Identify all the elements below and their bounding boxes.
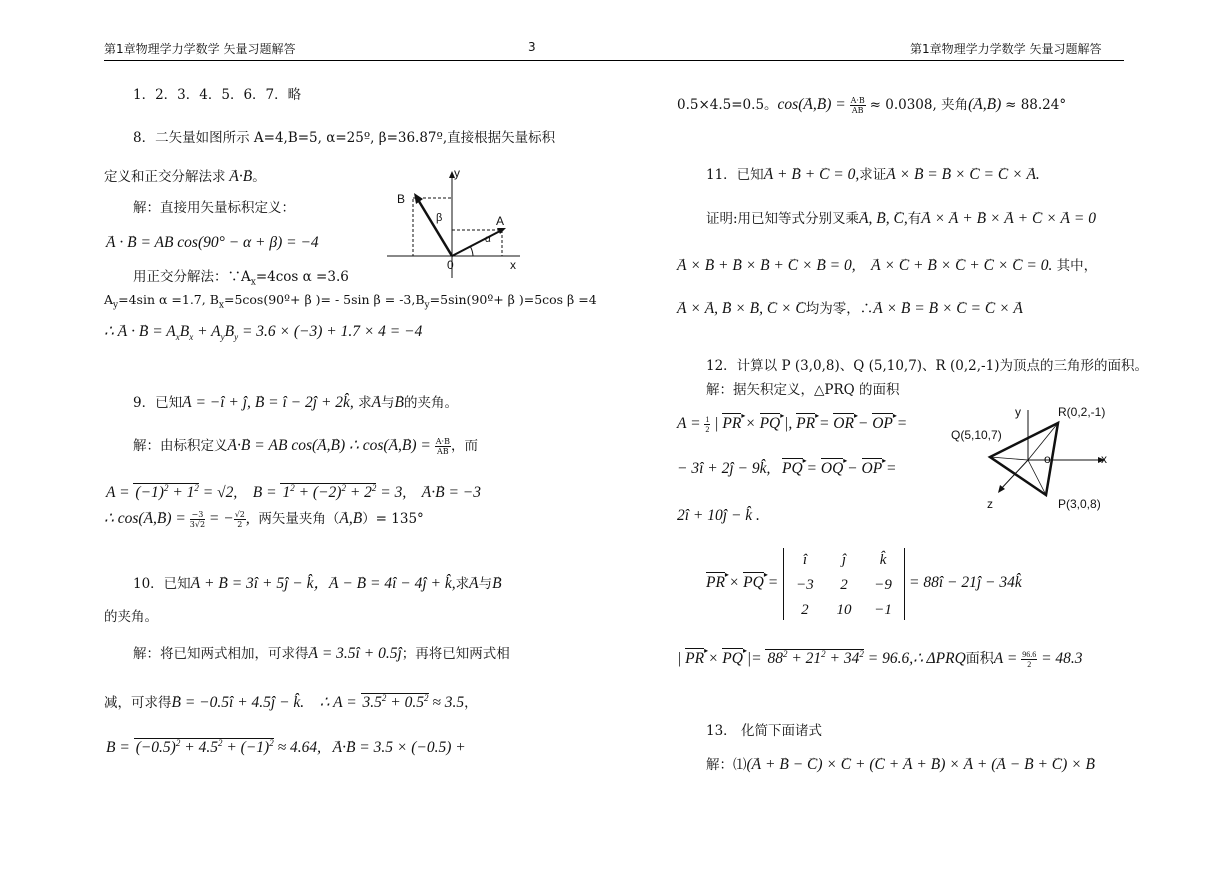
fig1-label-B: B [397, 192, 406, 206]
proof-11-c: → A × → A, → B × → B, → C × → C均为零，∴→ A × → B = → B × → C = → C × → A [677, 300, 1023, 318]
det-cell: k̂ [879, 552, 887, 568]
fig2-label-origin: o [1044, 452, 1051, 466]
fig2-label-z: z [987, 497, 993, 511]
proof-11-b: → A × → B + → B × → B + → C × → B = 0, → A × → C + → B × → C + → C × → C = 0. 其中， [677, 257, 1097, 275]
solution-9-angle: ∴ cos(→ A,→ B) = $\frac{-3}{3√2}$ = − $\frac{√2}{2}$ , 两矢量夹角（→ A,→ B）= 135° [104, 510, 424, 529]
fig1-label-beta: β [436, 212, 443, 224]
det-cell: 2 [801, 602, 809, 618]
det-cell: î [802, 552, 808, 568]
solution-10: 解：将已知两式相加，可求得→ A = 3.5î + 0.5ĵ；再将已知两式相 [133, 645, 510, 663]
det-cell: −1 [874, 602, 892, 618]
solution-12-eq3: 2î + 10ĵ − k̂ . [677, 507, 760, 524]
fig2-label-P: P(3,0,8) [1058, 497, 1101, 511]
solution-8-ortho: 用正交分解法：$\because A_x=4\cos$ α =3.6 [133, 269, 349, 288]
fig2-label-R: R(0,2,-1) [1058, 405, 1106, 419]
answer-1-7: 1．2．3．4．5．6．7．略 [133, 87, 302, 103]
fig1-label-alpha: α [485, 234, 491, 245]
problem-10: 10．已知→ A + → B = 3î + 5ĵ − k̂，→ A − → B = 4î − 4ĵ + k̂,求→ A与→ B [133, 575, 502, 593]
cross-product-label: PR ▸ × PQ ▸ = [706, 574, 778, 592]
solution-8-eq1: → A · → B = AB cos(90° − α + β) = −4 [106, 234, 319, 252]
problem-8-cont: 定义和正交分解法求 → A·→ B。 [104, 168, 266, 186]
header-left: 第1章物理学力学数学 矢量习题解答 [104, 42, 296, 56]
solution-8-eq2: ∴ → A · → $B = A_xB_x + A_yB_y = 3.6 \times (-3) + 1.7 \times 4 = -4$ [104, 323, 422, 346]
det-cell: −9 [874, 577, 892, 593]
fig2-label-Q: Q(5,10,7) [951, 428, 1002, 442]
fig1-label-A: A [496, 214, 505, 228]
solution-8-components: $A_y=4\sin$ α =1.7, $B_x=5\cos(90º+ \beta$ )= - 5sin $\beta = -3,B_y=5\sin(90º+ \beta$ )=5cos β =4 [104, 292, 597, 311]
solution-10-b: 减，可求得→ B = −0.5î + 4.5ĵ − k̂. ∴ $A = 3.5^2 + 0.5^2 \approx 3.5$， [104, 689, 478, 712]
solution-10-c: $B = (-0.5)^2 + 4.5^2 + (-1)^2 \approx 4.64$, → A·→ B = 3.5 × (−0.5) + [106, 734, 466, 757]
solution-12-label: 解：据矢积定义，△PRQ 的面积 [706, 382, 900, 398]
det-cell: 2 [840, 577, 848, 593]
solution-10-result: 0.5×4.5=0.5。cos(→ A,→ B) = $\frac{A\cdot B}{AB}$ ≈ 0.0308, 夹角(→ A,→ B) ≈ 88.24° [677, 96, 1066, 115]
problem-13: 13． 化简下面诸式 [706, 723, 822, 739]
fig1-label-x: x [510, 258, 516, 272]
problem-12: 12．计算以 P (3,0,8)、Q (5,10,7)、R (0,2,-1)为顶点的三角形的面积。 [706, 358, 1148, 374]
fig2-label-y: y [1015, 405, 1021, 419]
header-rule [104, 60, 1124, 61]
solution-9: 解：由标积定义→ A·→ B = AB cos(→ A,→ B) ∴ cos(→ A,→ B) = $\frac{A\cdot B}{AB}$ ，而 [133, 437, 478, 456]
problem-8: 8．二矢量如图所示 A=4,B=5, α=25º, β=36.87º,直接根据矢量标积 [133, 130, 556, 146]
solution-13: 解：⑴(→ A + → B − → C) × → C + (→ C + → A + → B) × → A + (→ A − → B + → C) × → B [706, 756, 1095, 774]
header-right: 第1章物理学力学数学 矢量习题解答 [910, 42, 1102, 56]
solution-8-label: 解：直接用矢量标积定义： [133, 200, 295, 216]
solution-12-area: | PR ▸ × PQ ▸ |= $88^2 + 21^2 + 34^2$ = 96.6,∴ ΔPRQ面积A = $\frac{96.6}{2}$ = 48.3 [677, 645, 1083, 669]
solution-9-mag: $A = (-1)^2 + 1^2 = √2$, $B = 1^2 + (-2)^2 + 2^2 = 3$, → A·→ B = −3 [106, 479, 481, 502]
solution-12-eq1: A = $\frac{1}{2}$ | PR ▸ × PQ ▸ |, PR ▸ = OR ▸ − OP ▸ = [677, 415, 907, 434]
proof-11: 证明:用已知等式分别叉乘→ A, → B, → C,有→ A × → A + → B × → A + → C × → A = 0 [706, 210, 1096, 228]
fig1-label-y: y [454, 166, 460, 180]
det-cell: ĵ [841, 552, 847, 568]
fig2-label-x: x [1101, 452, 1107, 466]
det-cell: −3 [796, 577, 814, 593]
fig1-label-origin: 0 [447, 258, 454, 272]
solution-12-eq2: − 3î + 2ĵ − 9k̂, PQ ▸ = OQ ▸ − OP ▸ = [677, 460, 897, 478]
problem-11: 11．已知→ A + → B + → C = 0,求证→ A × → B = → B × → C = → C × → A. [706, 166, 1040, 184]
det-cell: 10 [836, 602, 852, 618]
problem-10-cont: 的夹角。 [104, 609, 158, 625]
problem-9: 9．已知→ A = −î + ĵ, → B = î − 2ĵ + 2k̂, 求→ A与→ B的夹角。 [133, 394, 458, 412]
determinant-matrix [783, 548, 905, 620]
page-number: 3 [528, 40, 536, 54]
cross-product-result: = 88î − 21ĵ − 34k̂ [909, 574, 1022, 591]
